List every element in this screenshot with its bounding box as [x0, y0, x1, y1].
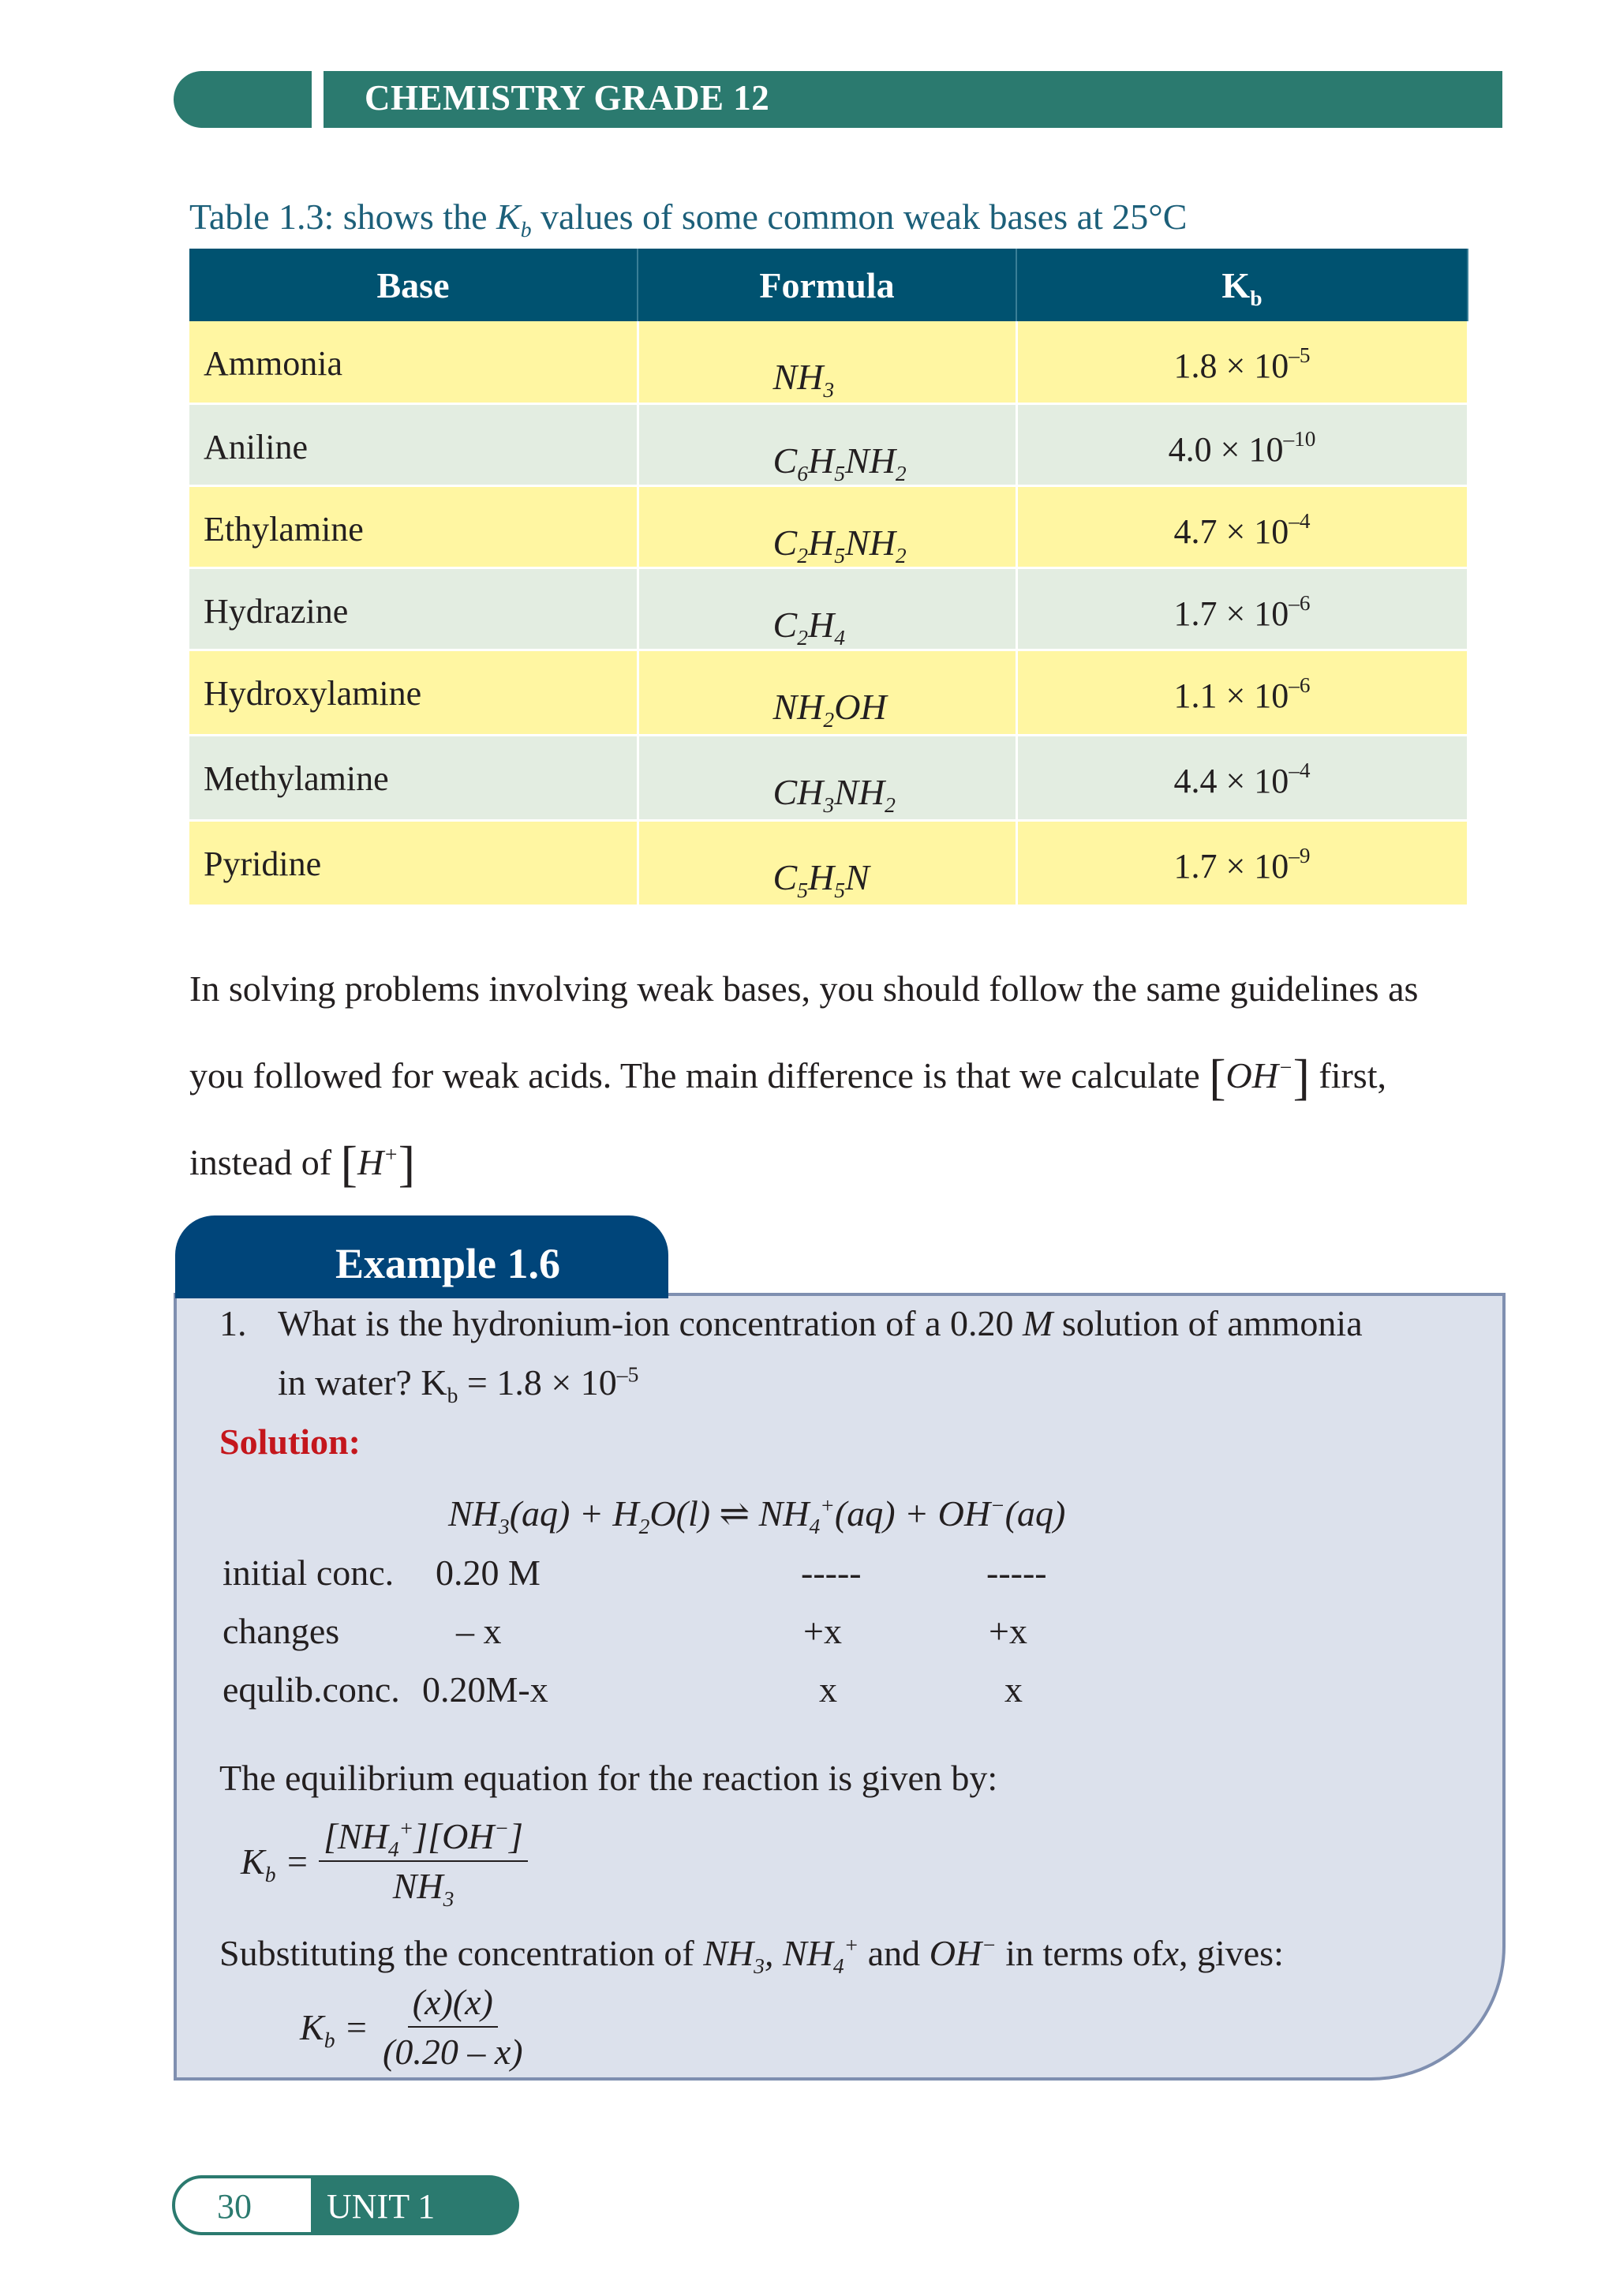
cell-kb: $4.0 \times 10^{-10}$	[1016, 403, 1468, 485]
ice-row-1-c3: -----	[986, 1553, 1047, 1593]
question-number: 1.	[219, 1303, 247, 1343]
col-header-base: Base	[189, 249, 638, 321]
cell-base: Ethylamine	[189, 485, 638, 567]
table-header-row	[189, 249, 1468, 321]
cell-kb: $4.4 \times 10^{-4}$	[1016, 735, 1468, 820]
cell-formula: $NH_3$	[638, 321, 1016, 403]
table-row	[189, 321, 1468, 403]
ice-row-1-c2: -----	[801, 1553, 862, 1593]
cell-kb: $4.7 \times 10^{-4}$	[1016, 485, 1468, 567]
cell-kb: $1.8 \times 10^{-5}$	[1016, 321, 1468, 403]
cell-base: Methylamine	[189, 735, 638, 820]
cell-base: Hydroxylamine	[189, 650, 638, 735]
equilibrium-text: The equilibrium equation for the reaction is given by:	[219, 1758, 998, 1798]
paragraph-line-2: you followed for weak acids. The main difference is that we calculate [OH−] first,	[189, 1049, 1386, 1105]
header-tab	[174, 71, 312, 128]
paragraph-line-1: In solving problems involving weak bases, you should follow the same guidelines as	[189, 968, 1419, 1009]
cell-kb: $1.7 \times 10^{-6}$	[1016, 567, 1468, 650]
ice-row-2-c3: +x	[989, 1611, 1027, 1651]
cell-kb: $1.7 \times 10^{-9}$	[1016, 820, 1468, 905]
table-row	[189, 735, 1468, 820]
reaction-equation: $NH_3(aq) + H_2O(l)$ ⇌ $NH_4^+(aq) + OH^-(aq)$	[448, 1493, 1066, 1539]
col-header-kb: $K_b$	[1016, 249, 1468, 321]
table-row	[189, 485, 1468, 567]
paragraph-line-3: instead of [H+]	[189, 1136, 416, 1192]
substitution-text: Substituting the concentration of $NH_3$, $NH_4^+$ and OH− in terms ofx, gives:	[219, 1932, 1284, 1979]
cell-formula: $C_5H_5N$	[638, 820, 1016, 905]
cell-kb: $1.1 \times 10^{-6}$	[1016, 650, 1468, 735]
ice-row-3-c3: x	[1004, 1669, 1023, 1710]
cell-base: Aniline	[189, 403, 638, 485]
cell-formula: $CH_3NH_2$	[638, 735, 1016, 820]
cell-base: Hydrazine	[189, 567, 638, 650]
kb-expression: $K_b$ = $\frac{[NH_4^+][OH^-]}{NH_3}$	[241, 1815, 528, 1907]
cell-formula: $C_2H_5NH_2$	[638, 485, 1016, 567]
page-number: 30	[217, 2187, 252, 2226]
ice-row-3-c2: x	[819, 1669, 837, 1710]
solution-label: Solution:	[219, 1421, 361, 1462]
table-row	[189, 650, 1468, 735]
kb-values-table	[189, 249, 1469, 907]
unit-label: UNIT 1	[327, 2187, 436, 2226]
example-title: Example 1.6	[335, 1240, 561, 1287]
cell-base: Ammonia	[189, 321, 638, 403]
ice-row-1-label: initial conc.	[223, 1553, 395, 1593]
ice-row-3-label: equlib.conc.	[223, 1669, 400, 1710]
kb-substituted-expression: $K_b$ = $\frac{(x)(x)}{(0.20 - x)}$	[300, 1982, 523, 2072]
table-row	[189, 403, 1468, 485]
cell-base: Pyridine	[189, 820, 638, 905]
ice-row-1-c1: 0.20 M	[436, 1553, 541, 1593]
ice-row-2-label: changes	[223, 1611, 340, 1651]
ice-row-2-c1: – x	[456, 1611, 502, 1651]
table-row	[189, 820, 1468, 905]
cell-formula: $C_6H_5NH_2$	[638, 403, 1016, 485]
book-title: CHEMISTRY GRADE 12	[365, 78, 770, 118]
table-caption: Table 1.3: shows the $K_b$ values of some common weak bases at 25°C	[189, 197, 1188, 242]
cell-formula: $NH_2OH$	[638, 650, 1016, 735]
ice-row-2-c2: +x	[803, 1611, 842, 1651]
table-row	[189, 567, 1468, 650]
question-line-1: What is the hydronium-ion concentration of a 0.20 M solution of ammonia	[278, 1303, 1363, 1343]
col-header-formula: Formula	[638, 249, 1016, 321]
cell-formula: $C_2H_4$	[638, 567, 1016, 650]
question-line-2: in water? $K_b = 1.8 \times 10^{-5}$	[278, 1361, 639, 1408]
ice-row-3-c1: 0.20M-x	[422, 1669, 548, 1710]
